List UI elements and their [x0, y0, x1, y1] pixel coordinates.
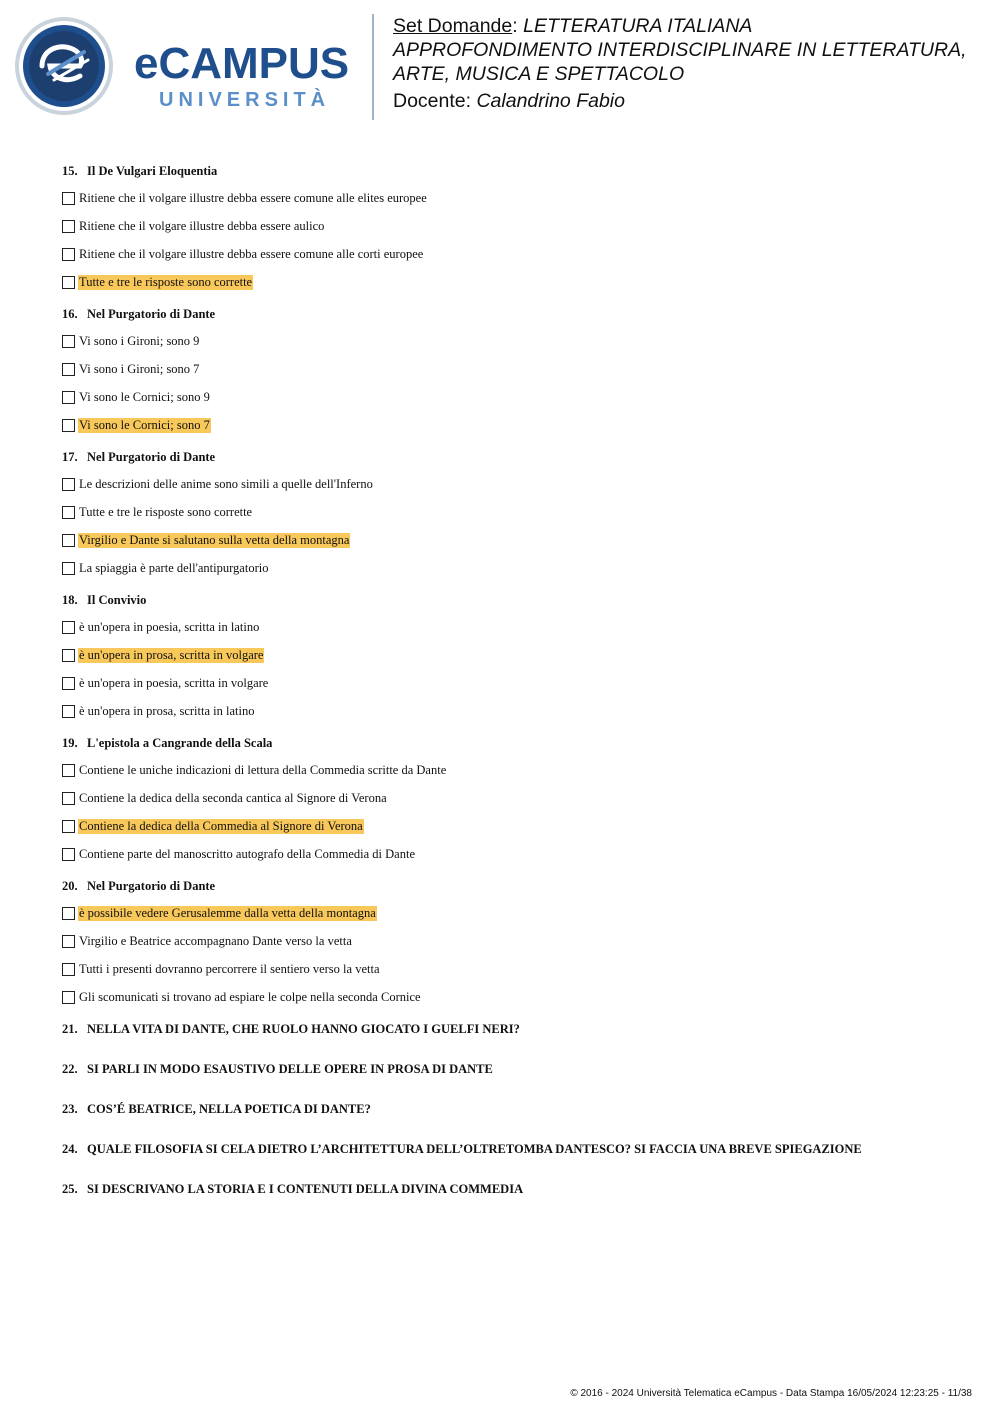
- question-text: L'epistola a Cangrande della Scala: [87, 736, 273, 750]
- question-text: Nel Purgatorio di Dante: [87, 450, 216, 464]
- answer-option[interactable]: [62, 502, 962, 522]
- answer-option[interactable]: [62, 617, 962, 637]
- page-header: [0, 0, 1000, 135]
- answer-option[interactable]: [62, 387, 962, 407]
- answer-option-correct[interactable]: [62, 415, 962, 435]
- answer-checkbox[interactable]: [62, 391, 75, 404]
- answer-option[interactable]: [62, 673, 962, 693]
- answer-option-correct[interactable]: [62, 645, 962, 665]
- answer-checkbox[interactable]: [62, 534, 75, 547]
- teacher-line: [393, 89, 983, 113]
- question-title: [62, 734, 962, 752]
- answer-option[interactable]: [62, 987, 962, 1007]
- answer-text: Ritiene che il volgare illustre debba essere comune alle corti europee: [79, 246, 424, 261]
- answer-option[interactable]: [62, 244, 962, 264]
- question-number: 24.: [62, 1142, 78, 1156]
- answer-option-correct[interactable]: [62, 530, 962, 550]
- header-info: [393, 14, 983, 113]
- answer-text: è un'opera in poesia, scritta in volgare: [79, 675, 269, 690]
- question-number: 20.: [62, 879, 78, 893]
- answer-option-correct[interactable]: [62, 816, 962, 836]
- answer-checkbox[interactable]: [62, 705, 75, 718]
- answer-option[interactable]: [62, 788, 962, 808]
- answer-checkbox[interactable]: [62, 192, 75, 205]
- question-number: 18.: [62, 593, 78, 607]
- question-16: [62, 305, 962, 435]
- logo-subtext: UNIVERSITÀ: [159, 89, 331, 111]
- answer-text: Contiene la dedica della seconda cantica al Signore di Verona: [79, 790, 387, 805]
- answer-option-correct[interactable]: [62, 903, 962, 923]
- question-20: [62, 877, 962, 1007]
- answer-checkbox[interactable]: [62, 820, 75, 833]
- subject-line-1: APPROFONDIMENTO INTERDISCIPLINARE IN LETTERATURA,: [393, 39, 967, 61]
- answer-option[interactable]: [62, 931, 962, 951]
- question-text: Nel Purgatorio di Dante: [87, 307, 216, 321]
- question-title: [62, 591, 962, 609]
- answer-checkbox[interactable]: [62, 792, 75, 805]
- teacher-name: Calandrino Fabio: [476, 90, 625, 112]
- question-number: 19.: [62, 736, 78, 750]
- questions-list: [62, 162, 962, 1220]
- course-name: LETTERATURA ITALIANA: [523, 15, 753, 37]
- teacher-label: Docente:: [393, 90, 477, 112]
- question-title: [62, 877, 962, 895]
- answer-text: Ritiene che il volgare illustre debba essere comune alle elites europee: [79, 190, 427, 205]
- question-text: Il De Vulgari Eloquentia: [87, 164, 218, 178]
- question-number: 17.: [62, 450, 78, 464]
- answer-checkbox[interactable]: [62, 220, 75, 233]
- question-number: 16.: [62, 307, 78, 321]
- answer-checkbox[interactable]: [62, 621, 75, 634]
- answer-text-highlighted: Vi sono le Cornici; sono 7: [79, 417, 210, 432]
- answer-checkbox[interactable]: [62, 363, 75, 376]
- question-number: 21.: [62, 1022, 78, 1036]
- question-number: 15.: [62, 164, 78, 178]
- answer-checkbox[interactable]: [62, 764, 75, 777]
- answer-option[interactable]: [62, 359, 962, 379]
- answer-text: è un'opera in prosa, scritta in latino: [79, 703, 255, 718]
- answer-text-highlighted: Contiene la dedica della Commedia al Signore di Verona: [79, 818, 363, 833]
- open-question-25: [62, 1180, 962, 1198]
- answer-checkbox[interactable]: [62, 991, 75, 1004]
- set-separator: :: [512, 15, 524, 37]
- answer-text: Virgilio e Beatrice accompagnano Dante verso la vetta: [79, 933, 352, 948]
- answer-text: Ritiene che il volgare illustre debba essere aulico: [79, 218, 325, 233]
- question-title: [62, 305, 962, 323]
- answer-text-highlighted: Virgilio e Dante si salutano sulla vetta della montagna: [79, 532, 350, 547]
- header-divider: [372, 14, 374, 120]
- answer-option[interactable]: [62, 558, 962, 578]
- answer-text: Tutte e tre le risposte sono corrette: [79, 504, 253, 519]
- set-label: Set Domande: [393, 15, 513, 37]
- question-text: QUALE FILOSOFIA SI CELA DIETRO L’ARCHITETTURA DELL’OLTRETOMBA DANTESCO? SI FACCIA UNA BREVE SPIEGAZIONE: [87, 1142, 862, 1156]
- answer-option[interactable]: [62, 844, 962, 864]
- answer-text: Vi sono i Gironi; sono 9: [79, 333, 200, 348]
- answer-option[interactable]: [62, 188, 962, 208]
- answer-text-highlighted: Tutte e tre le risposte sono corrette: [79, 274, 253, 289]
- answer-text: Contiene le uniche indicazioni di lettura della Commedia scritte da Dante: [79, 762, 447, 777]
- answer-checkbox[interactable]: [62, 963, 75, 976]
- question-18: [62, 591, 962, 721]
- answer-checkbox[interactable]: [62, 478, 75, 491]
- answer-option[interactable]: [62, 760, 962, 780]
- logo-wordmark: eCAMPUS: [134, 39, 350, 88]
- answer-checkbox[interactable]: [62, 677, 75, 690]
- answer-option[interactable]: [62, 216, 962, 236]
- question-text: COS’É BEATRICE, NELLA POETICA DI DANTE?: [87, 1102, 371, 1116]
- answer-text: La spiaggia è parte dell'antipurgatorio: [79, 560, 269, 575]
- answer-checkbox[interactable]: [62, 419, 75, 432]
- open-question-24: [62, 1140, 962, 1158]
- question-17: [62, 448, 962, 578]
- question-title: [62, 448, 962, 466]
- answer-option[interactable]: [62, 474, 962, 494]
- question-19: [62, 734, 962, 864]
- answer-text: Contiene parte del manoscritto autografo della Commedia di Dante: [79, 846, 416, 861]
- question-title: [62, 162, 962, 180]
- question-text: SI DESCRIVANO LA STORIA E I CONTENUTI DELLA DIVINA COMMEDIA: [87, 1182, 524, 1196]
- answer-option[interactable]: [62, 331, 962, 351]
- question-number: 25.: [62, 1182, 78, 1196]
- ecampus-logo: [14, 16, 359, 118]
- answer-checkbox[interactable]: [62, 276, 75, 289]
- question-text: Il Convivio: [87, 593, 147, 607]
- page-footer: © 2016 - 2024 Università Telematica eCampus - Data Stampa 16/05/2024 12:23:25 - 11/38: [570, 1388, 972, 1399]
- open-question-22: [62, 1060, 962, 1078]
- answer-text: è un'opera in poesia, scritta in latino: [79, 619, 260, 634]
- answer-text: Gli scomunicati si trovano ad espiare le colpe nella seconda Cornice: [79, 989, 421, 1004]
- open-question-21: [62, 1020, 962, 1038]
- question-number: 22.: [62, 1062, 78, 1076]
- answer-option-correct[interactable]: [62, 272, 962, 292]
- answer-option[interactable]: [62, 959, 962, 979]
- open-question-23: [62, 1100, 962, 1118]
- question-text: Nel Purgatorio di Dante: [87, 879, 216, 893]
- answer-checkbox[interactable]: [62, 907, 75, 920]
- question-text: SI PARLI IN MODO ESAUSTIVO DELLE OPERE IN PROSA DI DANTE: [87, 1062, 493, 1076]
- answer-checkbox[interactable]: [62, 848, 75, 861]
- answer-option[interactable]: [62, 701, 962, 721]
- answer-checkbox[interactable]: [62, 562, 75, 575]
- question-number: 23.: [62, 1102, 78, 1116]
- answer-checkbox[interactable]: [62, 248, 75, 261]
- answer-text: Le descrizioni delle anime sono simili a quelle dell'Inferno: [79, 476, 373, 491]
- answer-text-highlighted: è un'opera in prosa, scritta in volgare: [79, 647, 264, 662]
- subject-line-2: ARTE, MUSICA E SPETTACOLO: [393, 63, 685, 85]
- question-text: NELLA VITA DI DANTE, CHE RUOLO HANNO GIOCATO I GUELFI NERI?: [87, 1022, 520, 1036]
- answer-checkbox[interactable]: [62, 506, 75, 519]
- answer-text: Vi sono le Cornici; sono 9: [79, 389, 210, 404]
- question-15: [62, 162, 962, 292]
- answer-text-highlighted: è possibile vedere Gerusalemme dalla vetta della montagna: [79, 905, 376, 920]
- set-line: [393, 14, 983, 38]
- answer-text: Vi sono i Gironi; sono 7: [79, 361, 200, 376]
- answer-checkbox[interactable]: [62, 935, 75, 948]
- answer-text: Tutti i presenti dovranno percorrere il sentiero verso la vetta: [79, 961, 380, 976]
- answer-checkbox[interactable]: [62, 649, 75, 662]
- answer-checkbox[interactable]: [62, 335, 75, 348]
